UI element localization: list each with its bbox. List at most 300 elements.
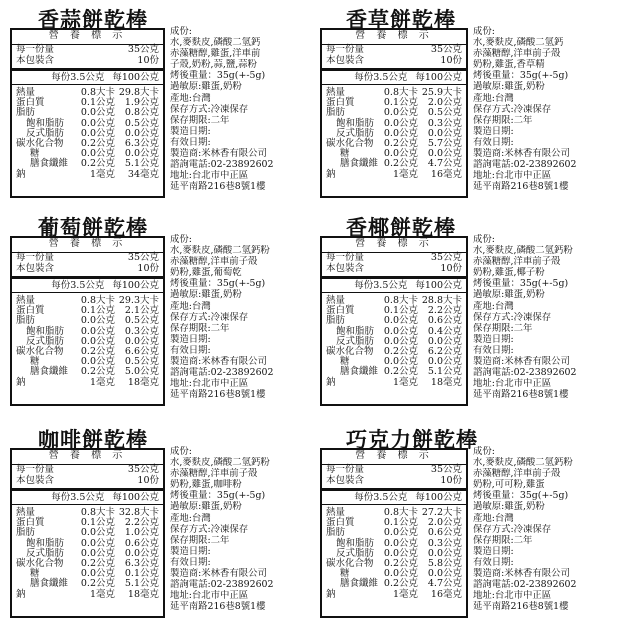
per-100g-value: 0.3公克: [427, 537, 462, 549]
product-info: [473, 446, 623, 612]
info-line: 諮詢電話:02-23892602: [170, 367, 274, 379]
per-serving-value: 0.0公克: [80, 547, 115, 559]
per-serving-value: 1毫克: [89, 588, 115, 600]
nutrition-header: 營 養 標 示: [12, 450, 163, 465]
per-100g-value: 27.2大卡: [421, 507, 462, 518]
info-line: 烤後重量：35g(+-5g): [170, 70, 266, 82]
info-line: 水,麥麩皮,磷酸二氫鈣: [473, 37, 564, 49]
per-100g-value: 16毫克: [430, 168, 462, 180]
info-line: 成份:: [473, 446, 495, 457]
per-serving-value: 0.1公克: [383, 305, 418, 317]
info-line: 諮詢電話:02-23892602: [473, 367, 577, 379]
info-line: 製造日期:: [170, 333, 211, 345]
nutrient-label: 碳水化合物: [326, 137, 374, 149]
per-serving-value: 0.2公克: [80, 345, 115, 357]
info-line: 有效日期:: [170, 136, 211, 148]
nutrition-facts-table: [320, 28, 468, 198]
per-100g-value: 32.8大卡: [118, 507, 159, 518]
per-serving-value: 1毫克: [392, 588, 418, 600]
product-title: 香草餅乾棒: [346, 7, 456, 32]
serving-size-label: 每一份量: [326, 464, 365, 475]
info-line: 延平南路216巷8號1樓: [473, 601, 569, 613]
per-serving-column-label: 每份3.5公克: [354, 72, 408, 83]
nutrition-header: 營 養 標 示: [322, 238, 466, 253]
per-serving-value: 0.0公克: [80, 537, 115, 549]
nutrient-label: 碳水化合物: [16, 557, 64, 569]
info-line: 保存期限:二年: [170, 534, 230, 546]
column-header: [12, 71, 163, 85]
nutrient-label: 膳食纖維: [340, 578, 379, 590]
nutrient-rows: [12, 293, 163, 388]
info-line: 保存期限:二年: [170, 114, 230, 126]
nutrient-rows: [12, 85, 163, 180]
nutrient-label: 熱量: [16, 87, 36, 98]
per-serving-value: 1毫克: [89, 376, 115, 388]
product-title: 咖啡餅乾棒: [38, 427, 148, 452]
nutrient-label: 膳食纖維: [30, 158, 69, 170]
per-100g-value: 0.0公克: [124, 148, 159, 160]
info-line: 有效日期:: [473, 556, 514, 568]
nutrient-label: 熱量: [16, 507, 36, 518]
per-serving-value: 0.0公克: [80, 117, 115, 129]
nutrient-label: 反式脂肪: [26, 335, 65, 347]
serving-size-label: 每一份量: [16, 464, 55, 475]
info-line: 保存方式:冷凍保存: [170, 103, 249, 115]
product-label: [8, 4, 318, 200]
nutrient-label: 碳水化合物: [326, 345, 374, 357]
nutrient-row: [322, 159, 466, 169]
per-100g-value: 6.3公克: [124, 137, 159, 149]
column-header: [12, 279, 163, 293]
nutrient-label: 糖: [340, 148, 350, 160]
nutrient-label: 碳水化合物: [16, 137, 64, 149]
product-label: [8, 424, 318, 620]
info-line: 奶粉,雞蛋,椰子粉: [473, 267, 545, 279]
per-serving-value: 0.1公克: [80, 517, 115, 529]
per-100g-column-label: 每100公克: [112, 72, 159, 83]
per-100g-value: 0.6公克: [124, 537, 159, 549]
info-line: 製造商:米林香有限公司: [170, 148, 267, 160]
per-serving-value: 0.2公克: [80, 557, 115, 569]
nutrient-label: 熱量: [326, 87, 346, 98]
nutrient-label: 反式脂肪: [336, 547, 375, 559]
per-100g-value: 0.0公克: [427, 148, 462, 160]
per-100g-value: 25.9大卡: [421, 87, 462, 98]
per-serving-value: 0.8大卡: [80, 295, 115, 306]
info-line: 過敏原:雞蛋,奶粉: [473, 81, 545, 93]
product-label: [8, 212, 318, 408]
info-line: 製造日期:: [473, 333, 514, 345]
info-line: 保存方式:冷凍保存: [473, 523, 552, 535]
nutrition-header: 營 養 標 示: [322, 450, 466, 465]
serving-size-label: 每一份量: [16, 252, 55, 263]
info-line: 保存方式:冷凍保存: [473, 103, 552, 115]
nutrient-label: 蛋白質: [326, 517, 355, 529]
product-info: [473, 26, 623, 192]
per-100g-value: 34毫克: [127, 168, 159, 180]
per-100g-value: 0.5公克: [427, 107, 462, 119]
product-info: [473, 234, 623, 400]
per-100g-value: 5.0公克: [124, 366, 159, 378]
info-line: 成份:: [473, 26, 495, 37]
servings-row: [12, 56, 163, 71]
info-line: 烤後重量：35g(+-5g): [170, 490, 266, 502]
servings-label: 本包裝含: [16, 55, 55, 66]
info-line: 過敏原:雞蛋,奶粉: [170, 81, 242, 93]
per-serving-value: 0.0公克: [383, 335, 418, 347]
per-serving-value: 0.0公克: [80, 148, 115, 160]
nutrient-label: 膳食纖維: [30, 366, 69, 378]
servings-row: [12, 264, 163, 279]
nutrient-row: [322, 378, 466, 388]
nutrient-label: 糖: [340, 356, 350, 368]
per-100g-value: 2.1公克: [124, 305, 159, 317]
serving-size-value: 35公克: [127, 252, 159, 263]
nutrient-label: 脂肪: [16, 315, 36, 327]
info-line: 地址:台北市中正區: [170, 378, 249, 390]
info-line: 延平南路216巷8號1樓: [473, 389, 569, 401]
nutrient-label: 飽和脂肪: [336, 537, 375, 549]
per-100g-value: 0.0公克: [124, 547, 159, 559]
info-line: 製造日期:: [170, 125, 211, 137]
per-100g-value: 6.6公克: [124, 345, 159, 357]
per-serving-value: 0.0公克: [80, 527, 115, 539]
servings-label: 本包裝含: [326, 475, 365, 486]
info-line: 水,麥麩皮,磷酸二氫鈣粉: [170, 245, 270, 257]
nutrient-label: 膳食纖維: [340, 158, 379, 170]
info-line: 保存期限:二年: [473, 322, 533, 334]
nutrient-label: 蛋白質: [16, 97, 45, 109]
per-serving-value: 0.0公克: [383, 537, 418, 549]
nutrient-label: 蛋白質: [326, 305, 355, 317]
info-line: 延平南路216巷8號1樓: [170, 601, 266, 613]
info-line: 諮詢電話:02-23892602: [170, 579, 274, 591]
per-serving-value: 0.1公克: [383, 97, 418, 109]
per-serving-value: 0.2公克: [383, 158, 419, 170]
per-100g-value: 6.2公克: [427, 345, 462, 357]
per-serving-value: 0.1公克: [80, 97, 115, 109]
info-line: 延平南路216巷8號1樓: [170, 181, 266, 193]
column-header: [322, 491, 466, 505]
per-100g-value: 4.7公克: [427, 578, 462, 590]
info-line: 產地:台灣: [170, 300, 211, 312]
product-title: 葡萄餅乾棒: [38, 215, 148, 240]
per-100g-value: 0.0公克: [427, 356, 462, 368]
nutrient-label: 糖: [30, 568, 40, 580]
info-line: 赤藻糖醇,洋車前子殼: [170, 256, 258, 268]
info-line: 有效日期:: [473, 344, 514, 356]
nutrient-row: [322, 579, 466, 589]
column-header: [322, 279, 466, 293]
info-line: 產地:台灣: [473, 92, 514, 104]
per-serving-value: 0.0公克: [383, 527, 418, 539]
info-line: 烤後重量：35g(+-5g): [473, 278, 569, 290]
info-line: 製造商:米林香有限公司: [473, 356, 570, 368]
per-100g-value: 0.4公克: [427, 325, 462, 337]
per-serving-value: 0.0公克: [80, 107, 115, 119]
per-100g-value: 0.0公克: [124, 335, 159, 347]
product-info: [170, 446, 320, 612]
nutrient-label: 糖: [30, 356, 40, 368]
per-100g-value: 5.1公克: [427, 366, 462, 378]
product-title: 香蒜餅乾棒: [38, 7, 148, 32]
servings-value: 10份: [440, 475, 462, 486]
per-serving-value: 0.0公克: [80, 315, 115, 327]
nutrient-row: [12, 590, 163, 600]
info-line: 烤後重量：35g(+-5g): [473, 70, 569, 82]
servings-row: [322, 56, 466, 71]
info-line: 製造商:米林香有限公司: [170, 568, 267, 580]
product-label: [318, 4, 628, 200]
nutrient-label: 糖: [30, 148, 40, 160]
nutrient-label: 反式脂肪: [26, 127, 65, 139]
serving-size-value: 35公克: [127, 464, 159, 475]
nutrient-label: 脂肪: [326, 107, 346, 119]
per-serving-value: 0.8大卡: [80, 87, 115, 98]
per-serving-value: 0.0公克: [80, 356, 115, 368]
per-100g-value: 0.0公克: [124, 127, 159, 139]
nutrient-rows: [322, 505, 466, 600]
per-100g-column-label: 每100公克: [112, 280, 159, 291]
per-serving-value: 0.0公克: [80, 127, 115, 139]
info-line: 成份:: [473, 234, 495, 245]
per-serving-value: 0.1公克: [383, 517, 418, 529]
servings-value: 10份: [137, 263, 159, 274]
per-serving-value: 0.8大卡: [383, 295, 418, 306]
per-serving-value: 0.2公克: [383, 578, 419, 590]
info-line: 烤後重量：35g(+-5g): [170, 278, 266, 290]
nutrient-row: [12, 367, 163, 377]
nutrient-label: 脂肪: [326, 315, 346, 327]
per-serving-value: 0.2公克: [383, 557, 418, 569]
per-100g-value: 2.0公克: [427, 97, 462, 109]
info-line: 有效日期:: [473, 136, 514, 148]
per-serving-column-label: 每份3.5公克: [51, 280, 105, 291]
per-100g-value: 0.5公克: [124, 117, 159, 129]
info-line: 赤藻糖醇,雞蛋,洋車前: [170, 48, 261, 60]
nutrient-label: 飽和脂肪: [26, 117, 65, 129]
info-line: 保存期限:二年: [473, 114, 533, 126]
nutrient-label: 碳水化合物: [16, 345, 64, 357]
info-line: 地址:台北市中正區: [473, 590, 552, 602]
info-line: 過敏原:雞蛋,奶粉: [170, 501, 242, 513]
servings-value: 10份: [137, 55, 159, 66]
info-line: 赤藻糖醇,洋車前子殼: [473, 48, 561, 60]
product-label: [318, 424, 628, 620]
info-line: 保存方式:冷凍保存: [170, 311, 249, 323]
nutrient-label: 蛋白質: [16, 305, 45, 317]
nutrient-row: [322, 367, 466, 377]
per-serving-value: 0.2公克: [80, 158, 115, 170]
servings-value: 10份: [440, 263, 462, 274]
nutrient-label: 反式脂肪: [336, 335, 375, 347]
nutrient-rows: [12, 505, 163, 600]
nutrient-rows: [322, 85, 466, 180]
info-line: 保存期限:二年: [473, 534, 533, 546]
info-line: 產地:台灣: [473, 300, 514, 312]
per-100g-value: 0.5公克: [124, 315, 159, 327]
servings-label: 本包裝含: [326, 55, 365, 66]
nutrition-header: 營 養 標 示: [322, 30, 466, 45]
per-serving-value: 0.0公克: [383, 356, 418, 368]
per-serving-value: 0.2公克: [383, 345, 418, 357]
per-100g-value: 0.0公克: [427, 127, 462, 139]
info-line: 製造商:米林香有限公司: [473, 568, 570, 580]
servings-label: 本包裝含: [326, 263, 365, 274]
info-line: 製造商:米林香有限公司: [170, 356, 267, 368]
info-line: 產地:台灣: [170, 512, 211, 524]
per-100g-value: 5.1公克: [124, 158, 159, 170]
per-serving-value: 0.0公克: [383, 315, 418, 327]
per-serving-column-label: 每份3.5公克: [354, 492, 408, 503]
per-serving-value: 0.2公克: [80, 578, 115, 590]
info-line: 奶粉,可可粉,雞蛋: [473, 479, 545, 491]
per-serving-value: 0.8大卡: [383, 87, 418, 98]
servings-label: 本包裝含: [16, 263, 55, 274]
info-line: 地址:台北市中正區: [473, 378, 552, 390]
serving-size-label: 每一份量: [326, 252, 365, 263]
per-serving-value: 0.8大卡: [383, 507, 418, 518]
per-serving-value: 0.2公克: [80, 366, 115, 378]
per-serving-value: 0.0公克: [383, 547, 418, 559]
per-serving-value: 1毫克: [392, 376, 418, 388]
nutrient-label: 飽和脂肪: [336, 325, 375, 337]
nutrient-label: 反式脂肪: [336, 127, 375, 139]
product-title: 香椰餅乾棒: [346, 215, 456, 240]
nutrient-row: [322, 590, 466, 600]
info-line: 過敏原:雞蛋,奶粉: [473, 289, 545, 301]
per-serving-column-label: 每份3.5公克: [51, 72, 105, 83]
nutrient-row: [12, 159, 163, 169]
nutrient-label: 反式脂肪: [26, 547, 65, 559]
per-100g-value: 2.2公克: [124, 517, 159, 529]
product-label: [318, 212, 628, 408]
per-100g-value: 5.7公克: [427, 137, 462, 149]
per-100g-value: 1.9公克: [124, 97, 159, 109]
per-100g-column-label: 每100公克: [415, 280, 462, 291]
info-line: 保存方式:冷凍保存: [473, 311, 552, 323]
nutrient-label: 熱量: [326, 295, 346, 306]
column-header: [322, 71, 466, 85]
per-100g-column-label: 每100公克: [415, 492, 462, 503]
per-serving-value: 0.0公克: [383, 117, 418, 129]
info-line: 產地:台灣: [170, 92, 211, 104]
info-line: 成份:: [170, 446, 192, 457]
per-100g-value: 0.3公克: [427, 117, 462, 129]
nutrient-label: 飽和脂肪: [26, 325, 65, 337]
per-serving-value: 0.0公克: [80, 325, 115, 337]
serving-size-value: 35公克: [127, 44, 159, 55]
nutrient-label: 熱量: [326, 507, 346, 518]
info-line: 奶粉,雞蛋,香草精: [473, 59, 545, 71]
info-line: 水,麥麩皮,磷酸二氫鈣: [170, 37, 261, 49]
per-serving-value: 0.0公克: [383, 568, 418, 580]
nutrient-label: 鈉: [326, 168, 336, 180]
nutrient-label: 飽和脂肪: [26, 537, 65, 549]
per-100g-value: 0.0公克: [427, 568, 462, 580]
per-100g-value: 0.6公克: [427, 315, 462, 327]
info-line: 保存方式:冷凍保存: [170, 523, 249, 535]
per-100g-value: 0.1公克: [124, 568, 159, 580]
info-line: 延平南路216巷8號1樓: [170, 389, 266, 401]
per-100g-value: 16毫克: [430, 588, 462, 600]
info-line: 地址:台北市中正區: [473, 170, 552, 182]
per-serving-value: 0.2公克: [80, 137, 115, 149]
product-info: [170, 234, 320, 400]
per-100g-value: 5.1公克: [124, 578, 159, 590]
nutrient-label: 鈉: [326, 376, 336, 388]
serving-size-value: 35公克: [430, 252, 462, 263]
per-serving-value: 0.0公克: [80, 335, 115, 347]
nutrient-row: [12, 170, 163, 180]
per-100g-value: 0.6公克: [427, 527, 462, 539]
per-100g-value: 29.8大卡: [118, 87, 159, 98]
servings-row: [322, 264, 466, 279]
nutrient-label: 脂肪: [16, 527, 36, 539]
info-line: 有效日期:: [170, 344, 211, 356]
info-line: 子殼,奶粉,蒜,鹽,蒜粉: [170, 59, 257, 71]
per-serving-value: 0.0公克: [383, 107, 418, 119]
per-100g-column-label: 每100公克: [415, 72, 462, 83]
servings-row: [12, 476, 163, 491]
info-line: 赤藻糖醇,洋車前子殼: [473, 468, 561, 480]
nutrition-facts-table: [10, 448, 165, 618]
nutrient-label: 蛋白質: [326, 97, 355, 109]
per-100g-value: 5.8公克: [427, 557, 462, 569]
per-serving-value: 0.0公克: [80, 568, 115, 580]
per-100g-value: 18毫克: [127, 376, 159, 388]
per-100g-value: 6.3公克: [124, 557, 159, 569]
info-line: 有效日期:: [170, 556, 211, 568]
nutrient-label: 飽和脂肪: [336, 117, 375, 129]
info-line: 過敏原:雞蛋,奶粉: [473, 501, 545, 513]
nutrient-label: 鈉: [16, 168, 26, 180]
nutrition-facts-table: [10, 236, 165, 406]
product-info: [170, 26, 320, 192]
nutrient-label: 蛋白質: [16, 517, 45, 529]
nutrient-row: [12, 378, 163, 388]
per-100g-value: 0.0公克: [427, 547, 462, 559]
nutrient-label: 膳食纖維: [30, 578, 69, 590]
nutrient-label: 鈉: [326, 588, 336, 600]
per-serving-value: 0.8大卡: [80, 507, 115, 518]
per-100g-value: 0.3公克: [124, 325, 159, 337]
info-line: 過敏原:雞蛋,奶粉: [170, 289, 242, 301]
per-100g-value: 29.3大卡: [118, 295, 159, 306]
info-line: 水,麥麩皮,磷酸二氫鈣粉: [170, 457, 270, 469]
nutrient-label: 脂肪: [16, 107, 36, 119]
info-line: 赤藻糖醇,洋車前子殼: [473, 256, 561, 268]
per-serving-value: 0.2公克: [383, 137, 418, 149]
nutrition-facts-table: [10, 28, 165, 198]
servings-value: 10份: [440, 55, 462, 66]
per-serving-value: 0.0公克: [383, 127, 418, 139]
nutrient-label: 脂肪: [326, 527, 346, 539]
info-line: 製造日期:: [473, 545, 514, 557]
info-line: 成份:: [170, 234, 192, 245]
info-line: 製造商:米林香有限公司: [473, 148, 570, 160]
info-line: 奶粉,雞蛋,咖啡粉: [170, 479, 242, 491]
info-line: 地址:台北市中正區: [170, 170, 249, 182]
nutrition-facts-table: [320, 448, 468, 618]
nutrient-label: 鈉: [16, 376, 26, 388]
nutrition-facts-table: [320, 236, 468, 406]
nutrient-row: [12, 579, 163, 589]
nutrient-label: 鈉: [16, 588, 26, 600]
serving-size-label: 每一份量: [326, 44, 365, 55]
info-line: 產地:台灣: [473, 512, 514, 524]
per-serving-column-label: 每份3.5公克: [354, 280, 408, 291]
